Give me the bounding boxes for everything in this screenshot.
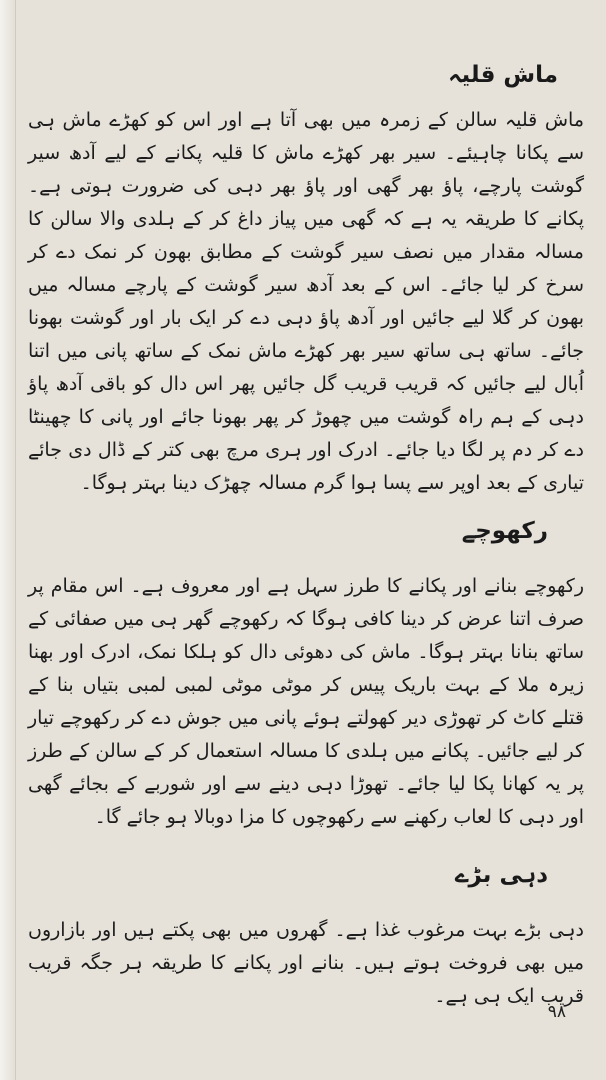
paragraph-dahi-bare: دہی بڑے بہت مرغوب غذا ہے۔ گھروں میں بھی پکتے ہیں اور بازاروں میں بھی فروخت ہوتے ہیں۔ بنانے اور پکانے کا طریقہ ہر جگہ قریب قریب ایک ہی ہے۔ bbox=[28, 919, 584, 1007]
paragraph-rakhoche: رکھوچے بنانے اور پکانے کا طرز سہل ہے اور معروف ہے۔ اس مقام پر صرف اتنا عرض کر دینا کافی ہوگا کہ رکھوچے گھر ہی میں صفائی کے ساتھ بنانا بہتر ہوگا۔ ماش کی دھوئی دال کو ہلکا نمک، ادرک اور بھنا زیرہ ملا کے بہت باریک پیس کر موٹی موٹی لمبی لمبی بتیاں بنا کے قتلے کاٹ کر تھوڑی دیر کھولتے ہوئے پانی میں جوش دے کر رکھوچے تیار کر لیے جائیں۔ پکانے میں ہلدی کا مسالہ استعمال کر کے سالن کے طرز پر یہ کھانا پکا لیا جائے۔ تھوڑا دہی دینے سے اور شوربے کے بجائے گھی اور دہی کا لعاب رکھنے سے رکھوچوں کا مزا دوبالا ہو جائے گا۔ bbox=[28, 575, 584, 828]
heading-dahi-bare: دہی بڑے bbox=[455, 862, 548, 888]
heading-rakhoche: رکھوچے bbox=[461, 518, 548, 544]
page-margin-rule bbox=[15, 0, 16, 1080]
paragraph-mash-qaliya: ماش قلیہ سالن کے زمرہ میں بھی آتا ہے اور اس کو کھڑے ماش ہی سے پکانا چاہیئے۔ سیر بھر کھڑے ماش کا قلیہ پکانے کے لیے آدھ سیر گوشت پارچے، پاؤ بھر گھی اور پاؤ بھر دہی کی ضرورت ہوتی ہے۔ پکانے کا طریقہ یہ ہے کہ گھی میں پیاز داغ کر کے ہلدی والا سالن کا مسالہ مقدار میں نصف سیر گوشت کے مطابق بھون کر نمک دے کر سرخ کر لیا جائے۔ اس کے بعد آدھ سیر گوشت کے پارچے مسالہ میں بھون کر گلا لیے جائیں اور آدھ پاؤ دہی دے کر ایک بار اور گوشت بھونا جائے۔ ساتھ ہی ساتھ سیر بھر کھڑے ماش نمک کے ساتھ پانی میں اتنا اُبال لیے جائیں کہ قریب قریب گل جائیں پھر اس دال کو باقی آدھ پاؤ دہی کے ہم راہ گوشت میں چھوڑ کر پھر بھونا جائے اور پانی کا چھینٹا دے کر دم پر لگا دیا جائے۔ ادرک اور ہری مرچ بھی کتر کے ڈال دی جائے تیاری کے بعد اوپر سے پسا ہوا گرم مسالہ چھڑک دینا بہتر ہوگا۔ bbox=[28, 109, 584, 494]
page-binding-edge bbox=[0, 0, 16, 1080]
page-number: ۹۸ bbox=[547, 1002, 566, 1022]
heading-mash-qaliya: ماش قلیہ bbox=[448, 62, 558, 88]
